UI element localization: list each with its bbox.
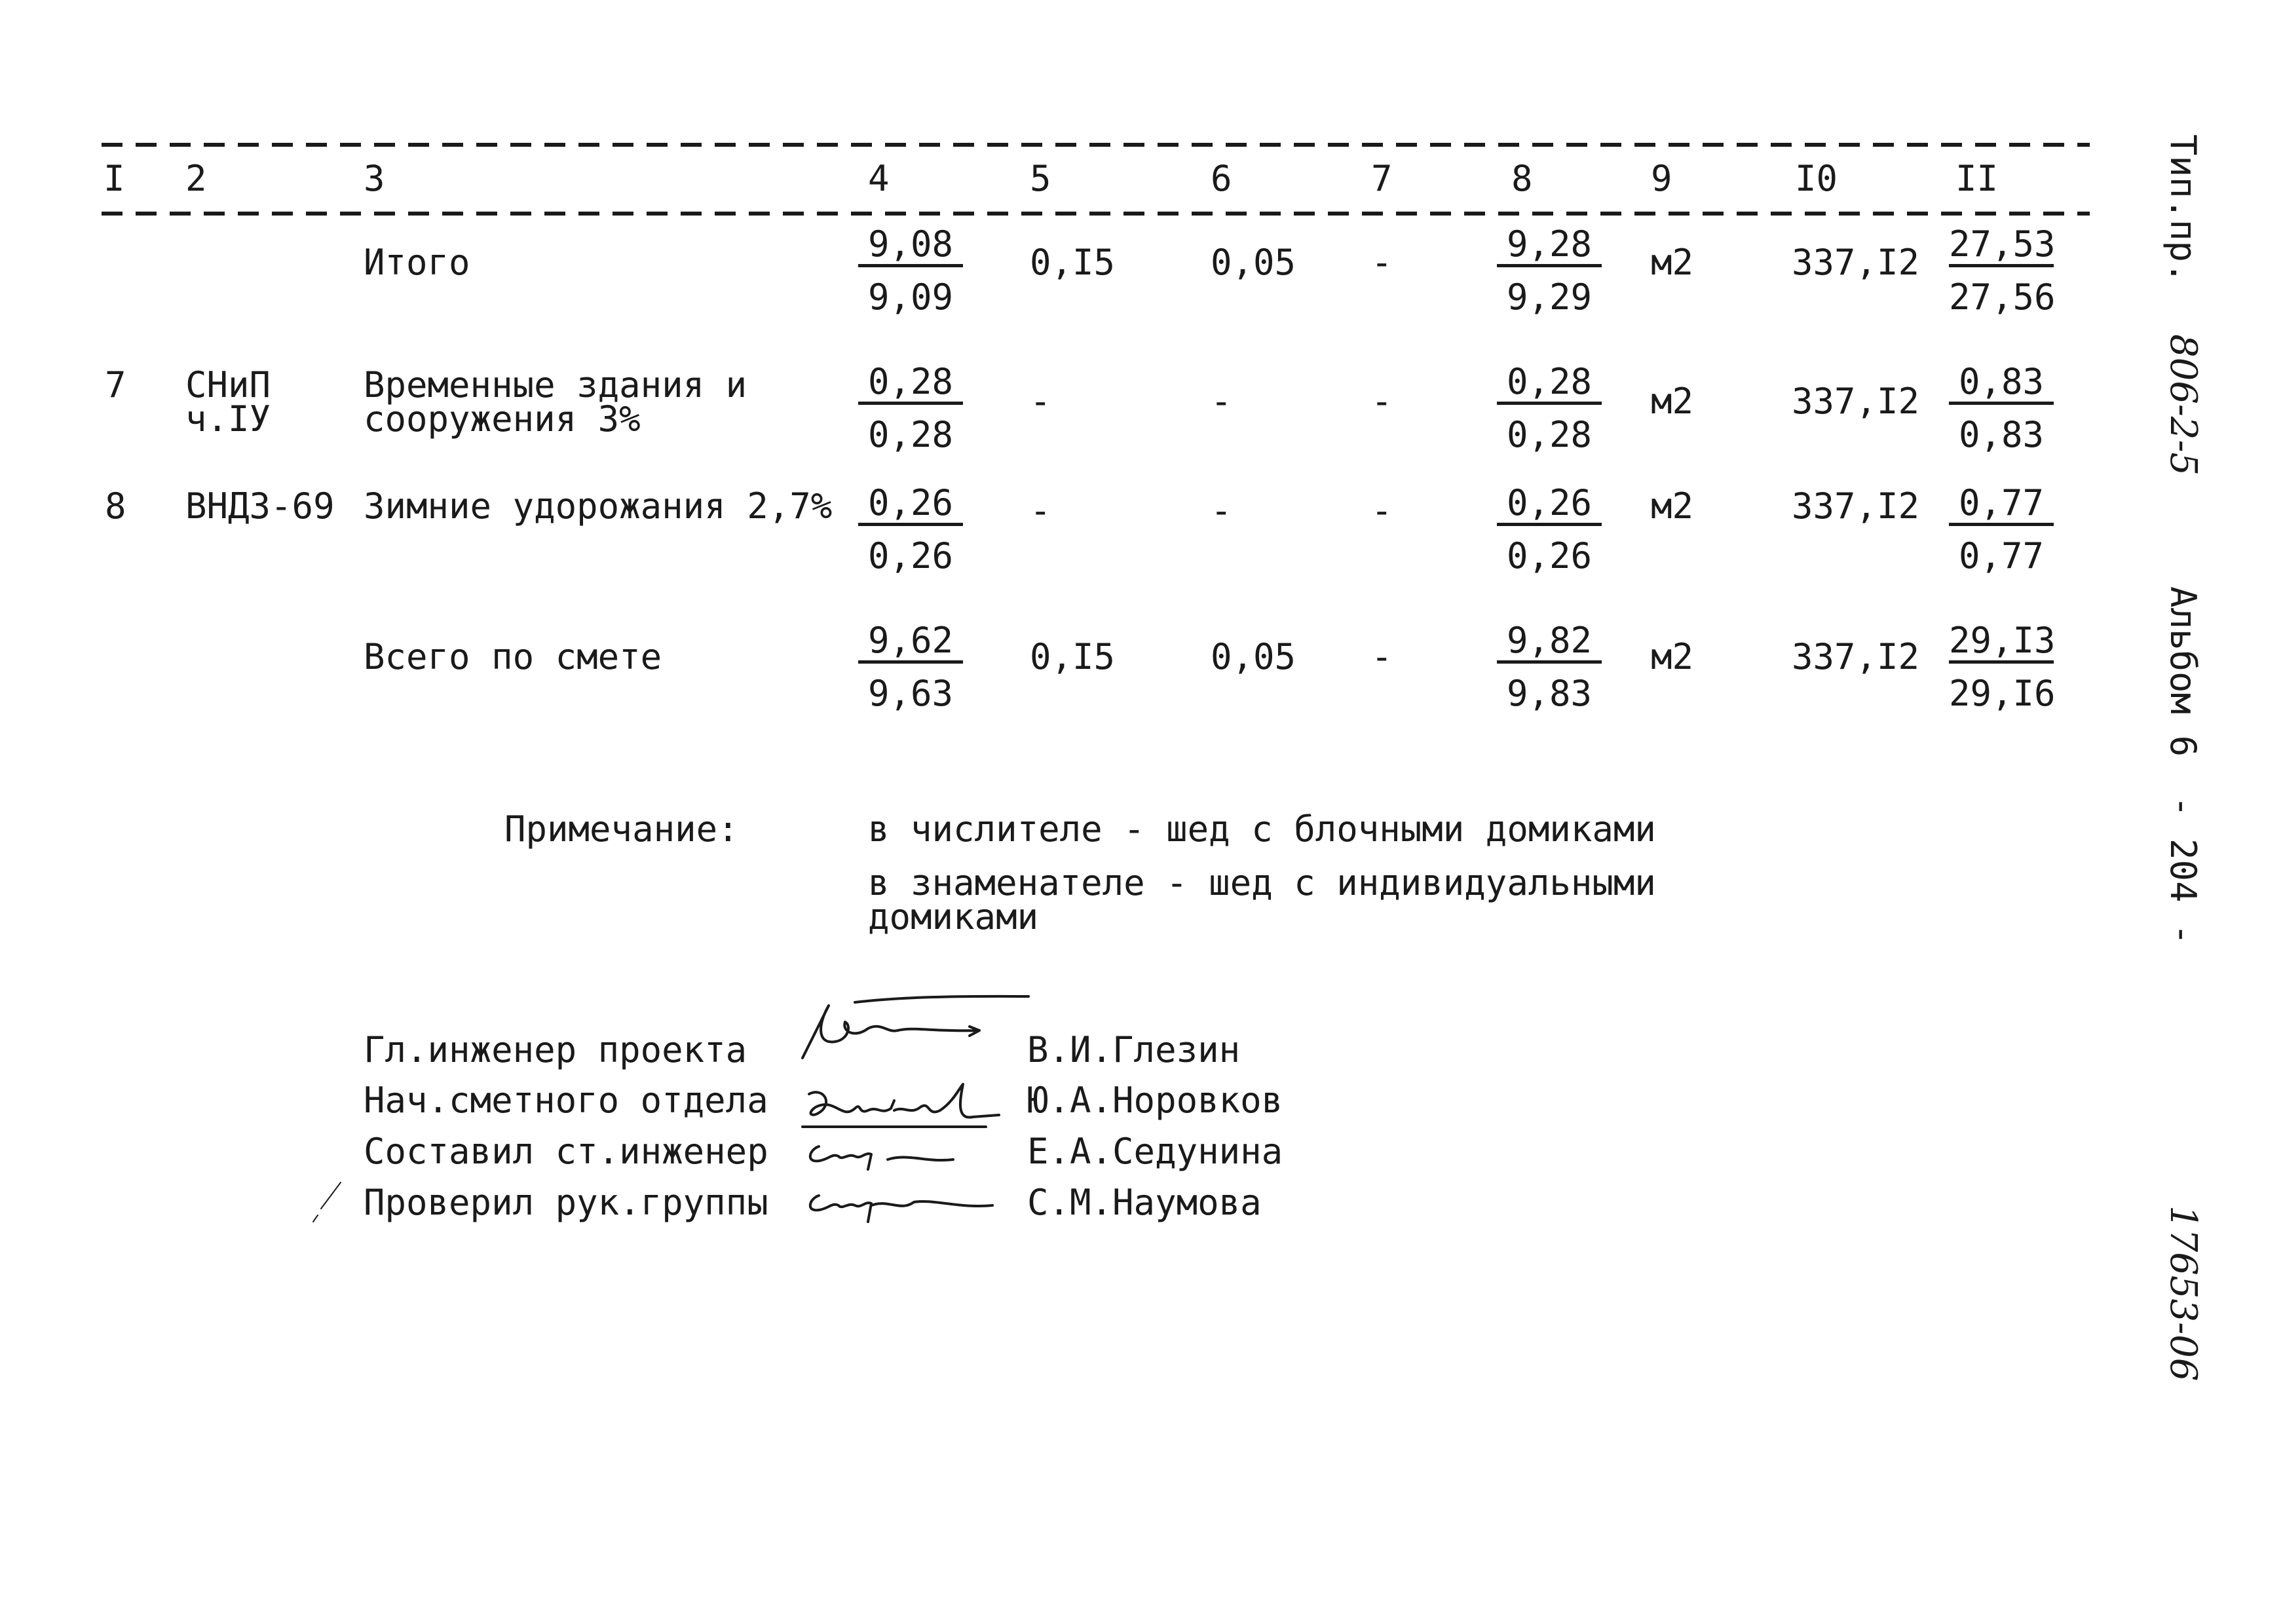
fraction-denominator: 0,26: [867, 535, 954, 576]
col5-value: 0,I5: [1030, 242, 1116, 283]
col5-value: -: [1030, 490, 1051, 531]
col10-value: 337,I2: [1792, 242, 1920, 283]
column-header: 9: [1651, 158, 1672, 199]
fraction-numerator: 0,28: [1497, 364, 1602, 405]
signature-name: Ю.А.Норовков: [1027, 1080, 1283, 1121]
header-bottom-rule: [102, 212, 2090, 216]
note-line: домиками: [868, 896, 1039, 937]
fraction-numerator: 29,I3: [1949, 622, 2054, 664]
col7-value: -: [1371, 242, 1393, 283]
col6-value: -: [1211, 490, 1232, 531]
side-inventory-number: 17653-06: [2162, 1205, 2204, 1382]
fraction-numerator: 9,28: [1497, 226, 1602, 267]
col4-fraction: [858, 223, 963, 318]
fraction-denominator: 9,29: [1506, 276, 1593, 318]
side-page-number: - 204 -: [2162, 796, 2204, 945]
column-header: 5: [1030, 158, 1051, 199]
header-top-rule: [102, 143, 2090, 147]
row-name: Всего по смете: [364, 636, 662, 677]
column-header: 3: [364, 158, 385, 199]
fraction-numerator: 0,83: [1949, 364, 2054, 405]
row-name: Итого: [364, 242, 470, 283]
col10-value: 337,I2: [1792, 381, 1920, 422]
column-header: 6: [1211, 158, 1232, 199]
fraction-denominator: 29,I6: [1949, 673, 2056, 714]
note-line: в числителе - шед с блочными домиками: [868, 808, 1656, 850]
row-number: 7: [105, 364, 126, 406]
column-header: I0: [1795, 158, 1838, 199]
col11-fraction: [1949, 361, 2054, 455]
signature-name: Е.А.Седунина: [1027, 1131, 1283, 1172]
col11-fraction: [1949, 482, 2054, 576]
fraction-numerator: 0,26: [858, 485, 963, 526]
pencil-mark: [308, 1179, 347, 1225]
row-number: 8: [105, 485, 126, 527]
row-name-line2: сооружения 3%: [364, 398, 641, 440]
row-code: ВНДЗ-69: [185, 485, 335, 527]
fraction-denominator: 9,83: [1506, 673, 1593, 714]
signature-norovkov: [796, 1074, 1006, 1133]
signature-role: Нач.сметного отдела: [364, 1080, 768, 1121]
fraction-denominator: 0,26: [1506, 535, 1593, 576]
fraction-denominator: 0,28: [1506, 414, 1593, 455]
unit: м2: [1651, 242, 1694, 283]
col8-fraction: [1497, 482, 1602, 576]
column-header: 8: [1511, 158, 1533, 199]
side-album: Альбом 6: [2162, 586, 2204, 757]
row-code: СНиП: [185, 364, 271, 406]
col8-fraction: [1497, 361, 1602, 455]
fraction-numerator: 9,62: [858, 622, 963, 664]
fraction-numerator: 9,08: [858, 226, 963, 267]
col10-value: 337,I2: [1792, 636, 1920, 677]
fraction-denominator: 9,09: [867, 276, 954, 318]
fraction-numerator: 27,53: [1949, 226, 2054, 267]
fraction-numerator: 0,26: [1497, 485, 1602, 526]
row-name: Зимние удорожания 2,7%: [364, 485, 833, 527]
note-label: Примечание:: [504, 808, 739, 850]
column-header: 4: [868, 158, 890, 199]
row-code-line2: ч.IУ: [185, 398, 271, 440]
col8-fraction: [1497, 622, 1602, 712]
note-line: в знаменателе - шед с индивидуальными: [868, 862, 1656, 903]
signature-glezin: [783, 992, 1032, 1071]
side-project-number: 806-2-5: [2162, 334, 2204, 476]
column-header: 7: [1371, 158, 1393, 199]
column-header: II: [1955, 158, 1999, 199]
unit: м2: [1651, 636, 1694, 677]
fraction-numerator: 0,28: [858, 364, 963, 405]
signature-name: В.И.Глезин: [1027, 1029, 1241, 1070]
row-name: Временные здания и: [364, 364, 747, 406]
signature-role: Составил ст.инженер: [364, 1131, 768, 1172]
unit: м2: [1651, 381, 1694, 422]
fraction-denominator: 0,77: [1958, 535, 2045, 576]
fraction-numerator: 9,82: [1497, 622, 1602, 664]
side-type: Тип.пр.: [2162, 134, 2204, 284]
column-header: I: [104, 158, 125, 199]
col4-fraction: [858, 622, 963, 712]
col5-value: -: [1030, 381, 1051, 422]
fraction-denominator: 0,28: [867, 414, 954, 455]
col6-value: -: [1211, 381, 1232, 422]
col7-value: -: [1371, 490, 1393, 531]
col6-value: 0,05: [1211, 242, 1296, 283]
signature-role: Проверил рук.группы: [364, 1182, 768, 1223]
col7-value: -: [1371, 636, 1393, 677]
col7-value: -: [1371, 381, 1393, 422]
signature-naumova: [796, 1182, 999, 1228]
col11-fraction: [1949, 223, 2056, 318]
signature-name: С.М.Наумова: [1027, 1182, 1262, 1223]
fraction-denominator: 27,56: [1949, 276, 2056, 318]
col4-fraction: [858, 482, 963, 576]
col8-fraction: [1497, 223, 1602, 318]
col11-fraction: [1949, 622, 2054, 712]
fraction-denominator: 0,83: [1958, 414, 2045, 455]
col5-value: 0,I5: [1030, 636, 1116, 677]
column-header: 2: [185, 158, 207, 199]
col10-value: 337,I2: [1792, 485, 1920, 527]
signature-role: Гл.инженер проекта: [364, 1029, 747, 1070]
fraction-denominator: 9,63: [867, 673, 954, 714]
unit: м2: [1651, 485, 1694, 527]
signature-sedunina: [796, 1133, 966, 1173]
col6-value: 0,05: [1211, 636, 1296, 677]
fraction-numerator: 0,77: [1949, 485, 2054, 526]
col4-fraction: [858, 361, 963, 455]
